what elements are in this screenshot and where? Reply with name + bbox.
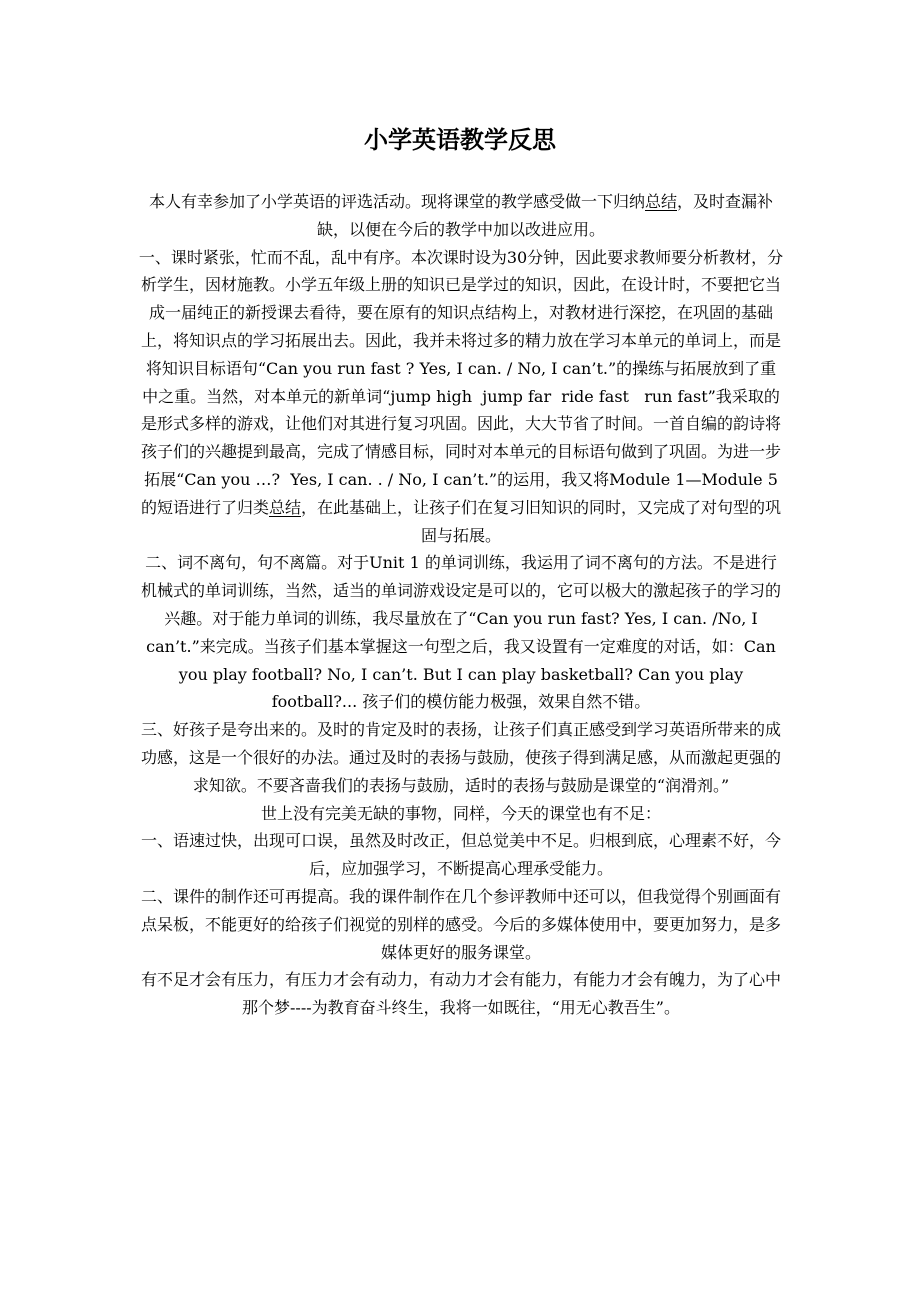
shortcomings-intro-paragraph: [138, 800, 784, 828]
text-run: 一、语速过快，出现可口误，虽然及时改正，但总觉美中不足。归根到底，心理素不好，今后，应加强学习，不断提高心理承受能力。: [140, 831, 781, 879]
text-run: ，在此基础上，让孩子们在复习旧知识的同时，又完成了对句型的巩固与拓展。: [301, 497, 782, 545]
text-run: 本人有幸参加了小学英语的评选活动。现将课堂的教学感受做一下归纳: [148, 192, 645, 211]
intro-paragraph: [138, 188, 784, 244]
shortcoming-two-paragraph: [138, 883, 784, 966]
text-run: 一、课时紧张，忙而不乱，乱中有序。本次课时设为30分钟，因此要求教师要分析教材，分析学生，因材施教。小学五年级上册的知识已是学过的知识，因此，在设计时，不要把它当成一届纯正的新授课去看待，要在原有的知识点结构上，对教材进行深挖，在巩固的基础上，将知识点的学习拓展出去。因此，我并未将过多的精力放在学习本单元的单词上，而是将知识目标语句“Can you run fast ? Yes, I can. / No, I can’t.”的操练与拓展放到了重中之重。当然，对本单元的新单词“jump high jump far ride fast run fast”我采取的是形式多样的游戏，让他们对其进行复习巩固。因此，大大节省了时间。一首自编的韵诗将孩子们的兴趣提到最高，完成了情感目标，同时对本单元的目标语句做到了巩固。为进一步拓展“Can you …? Yes, I can. . / No, I can’t.”的运用，我又将Module 1—Module 5的短语进行了归类: [138, 247, 784, 517]
text-run: 世上没有完美无缺的事物，同样，今天的课堂也有不足：: [260, 803, 661, 823]
section-two-paragraph: [138, 549, 784, 716]
text-run: 有不足才会有压力，有压力才会有动力，有动力才会有能力，有能力才会有魄力，为了心中那个梦----为教育奋斗终生，我将一如既往，“用无心教吾生”。: [140, 970, 781, 1018]
document-body: [138, 188, 784, 1022]
text-run: 二、词不离句，句不离篇。对于Unit 1 的单词训练，我运用了词不离句的方法。不是进行机械式的单词训练，当然，适当的单词游戏设定是可以的，它可以极大的激起孩子的学习的兴趣。对于能力单词的训练，我尽量放在了“Can you run fast? Yes, I can. /No, I can’t.”来完成。当孩子们基本掌握这一句型之后，我又设置有一定难度的对话，如：Can you play football? No, I can’t. But I can play basketball? Can you play football?... 孩子们的模仿能力极强，效果自然不错。: [140, 553, 781, 712]
closing-paragraph: [138, 966, 784, 1022]
shortcoming-one-paragraph: [138, 827, 784, 883]
text-run: ，及时查漏补缺，以便在今后的教学中加以改进应用。: [316, 192, 774, 239]
text-run: 二、课件的制作还可再提高。我的课件制作在几个参评教师中还可以，但我觉得个别画面有点呆板，不能更好的给孩子们视觉的别样的感受。今后的多媒体使用中，要更加努力，是多媒体更好的服务课堂。: [140, 886, 781, 962]
underlined-term: 总结: [268, 497, 301, 517]
document-title: 小学英语教学反思: [364, 125, 556, 154]
text-run: 三、好孩子是夸出来的。及时的肯定及时的表扬，让孩子们真正感受到学习英语所带来的成功感，这是一个很好的办法。通过及时的表扬与鼓励，使孩子得到满足感，从而激起更强的求知欲。不要吝啬我们的表扬与鼓励，适时的表扬与鼓励是课堂的“润滑剂。”: [140, 720, 781, 795]
section-one-paragraph: [138, 244, 784, 550]
underlined-term: 总结: [644, 192, 677, 211]
section-three-paragraph: [138, 716, 784, 799]
